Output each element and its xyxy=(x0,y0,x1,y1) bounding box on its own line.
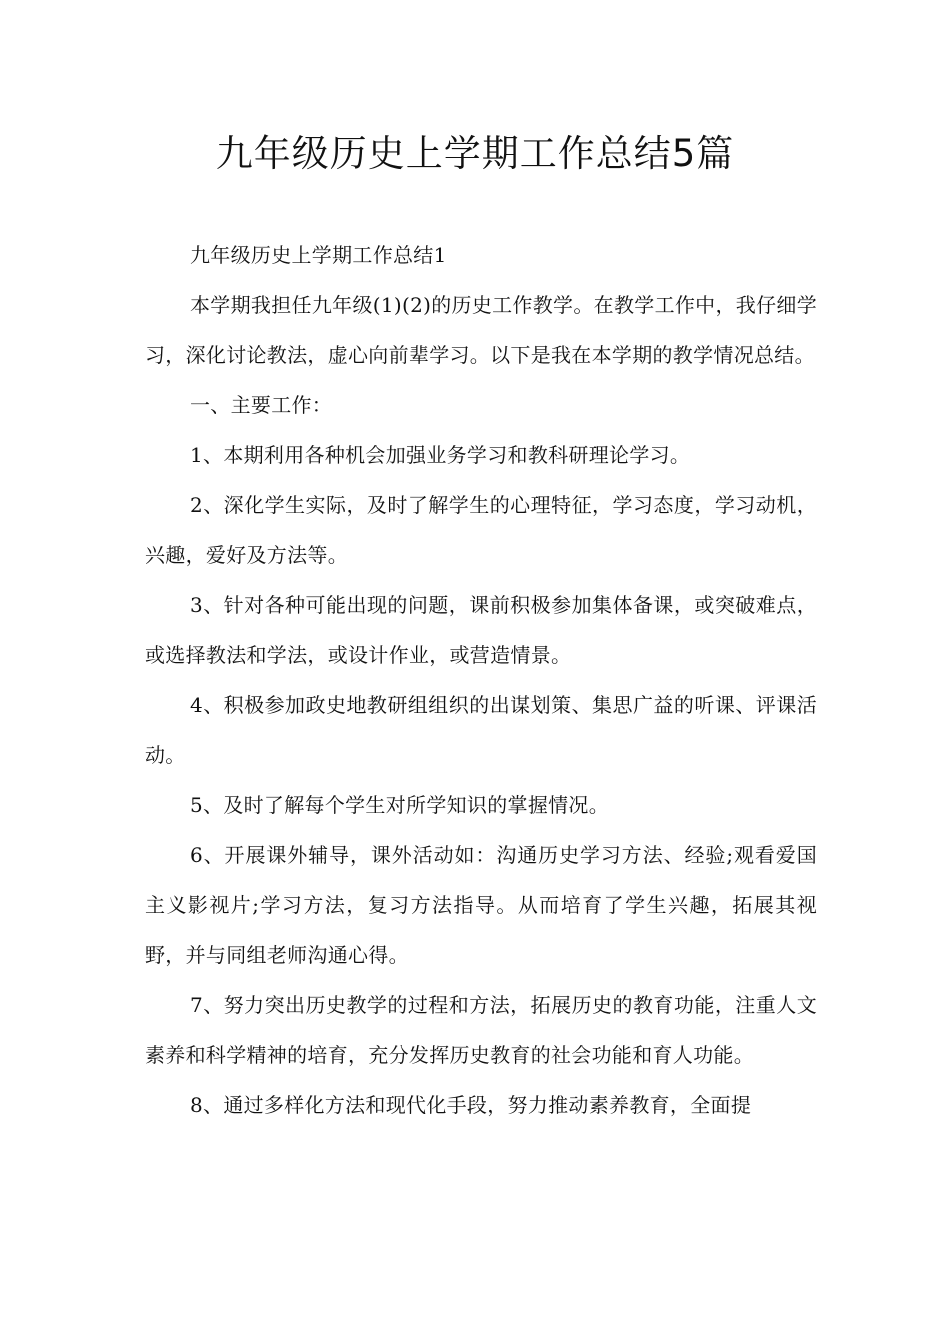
section-heading: 九年级历史上学期工作总结1 xyxy=(190,243,447,267)
document-body xyxy=(145,230,817,1130)
list-item: 5、及时了解每个学生对所学知识的掌握情况。 xyxy=(190,793,610,817)
subheading-main-work: 一、主要工作： xyxy=(190,393,333,417)
list-item: 7、努力突出历史教学的过程和方法，拓展历史的教育功能，注重人文素养和科学精神的培育，充分发挥历史教育的社会功能和育人功能。 xyxy=(145,993,817,1067)
list-item: 3、针对各种可能出现的问题，课前积极参加集体备课，或突破难点，或选择教法和学法，或设计作业，或营造情景。 xyxy=(145,593,817,667)
document-title: 九年级历史上学期工作总结5篇 xyxy=(215,132,735,175)
intro-paragraph: 本学期我担任九年级(1)(2)的历史工作教学。在教学工作中，我仔细学习，深化讨论教法，虚心向前辈学习。以下是我在本学期的教学情况总结。 xyxy=(145,293,817,367)
list-item: 2、深化学生实际，及时了解学生的心理特征，学习态度，学习动机，兴趣，爱好及方法等。 xyxy=(145,493,817,567)
list-item: 1、本期利用各种机会加强业务学习和教科研理论学习。 xyxy=(190,443,691,467)
list-item: 8、通过多样化方法和现代化手段，努力推动素养教育，全面提 xyxy=(190,1093,752,1117)
list-item: 4、积极参加政史地教研组组织的出谋划策、集思广益的听课、评课活动。 xyxy=(145,693,817,767)
list-item: 6、开展课外辅导，课外活动如：沟通历史学习方法、经验;观看爱国主义影视片;学习方法，复习方法指导。从而培育了学生兴趣，拓展其视野，并与同组老师沟通心得。 xyxy=(145,843,817,967)
